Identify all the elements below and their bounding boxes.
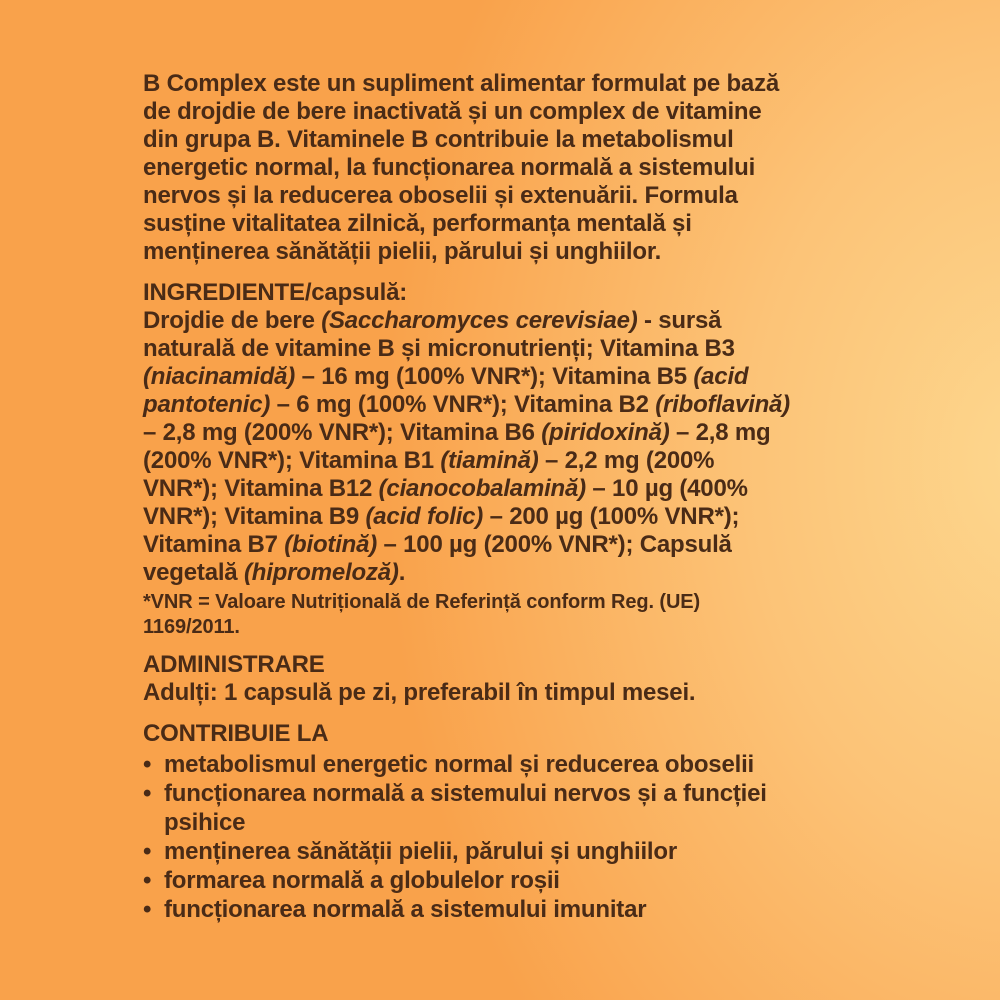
ingredients-paragraph: Drojdie de bere (Saccharomyces cerevisiae) - sursă naturală de vitamine B și micronutrienți; Vitamina B3 (niacinamidă) – 16 mg (100% VNR*); Vitamina B5 (acid pantotenic) – 6 mg (100% VNR*); Vitamina B2 (riboflavină) – 2,8 mg (200% VNR*); Vitamina B6 (piridoxină) – 2,8 mg (200% VNR*); Vitamina B1 (tiamină) – 2,2 mg (200% VNR*); Vitamina B12 (cianocobalamină) – 10 µg (400% VNR*); Vitamina B9 (acid folic) – 200 µg (100% VNR*); Vitamina B7 (biotină) – 100 µg (200% VNR*); Capsulă vegetală (hipromeloză). (143, 307, 790, 586)
bullet-icon: • (143, 751, 152, 778)
label-text-block (143, 70, 791, 924)
benefit-item (143, 779, 791, 837)
benefit-item (143, 866, 791, 895)
bullet-icon: • (143, 867, 152, 894)
administration-heading: ADMINISTRARE (143, 651, 325, 678)
benefit-text: metabolismul energetic normal și reducerea oboselii (164, 751, 754, 778)
benefit-text: formarea normală a globulelor roșii (164, 867, 560, 894)
benefits-section (143, 720, 791, 924)
benefits-heading: CONTRIBUIE LA (143, 720, 329, 747)
benefit-text: menținerea sănătății pielii, părului și unghiilor (164, 838, 677, 865)
ingredients-heading: INGREDIENTE/capsulă: (143, 279, 408, 306)
benefit-item (143, 750, 791, 779)
benefit-item (143, 895, 791, 924)
benefit-item (143, 837, 791, 866)
intro-paragraph: B Complex este un supliment alimentar formulat pe bază de drojdie de bere inactivată și un complex de vitamine din grupa B. Vitaminele B contribuie la metabolismul energetic normal, la funcționarea normală a sistemului nervos și la reducerea oboselii și extenuării. Formula susține vitalitatea zilnică, performanța mentală și menținerea sănătății pielii, părului și unghiilor. (143, 70, 780, 265)
benefit-text: funcționarea normală a sistemului imunitar (164, 896, 647, 923)
benefits-list (143, 750, 791, 924)
bullet-icon: • (143, 780, 152, 807)
benefit-text: funcționarea normală a sistemului nervos și a funcției psihice (164, 780, 767, 836)
bullet-icon: • (143, 896, 152, 923)
administration-section (143, 651, 791, 707)
vnr-footnote: *VNR = Valoare Nutrițională de Referință conform Reg. (UE) 1169/2011. (143, 591, 701, 638)
bullet-icon: • (143, 838, 152, 865)
administration-text: Adulți: 1 capsulă pe zi, preferabil în timpul mesei. (143, 679, 696, 706)
